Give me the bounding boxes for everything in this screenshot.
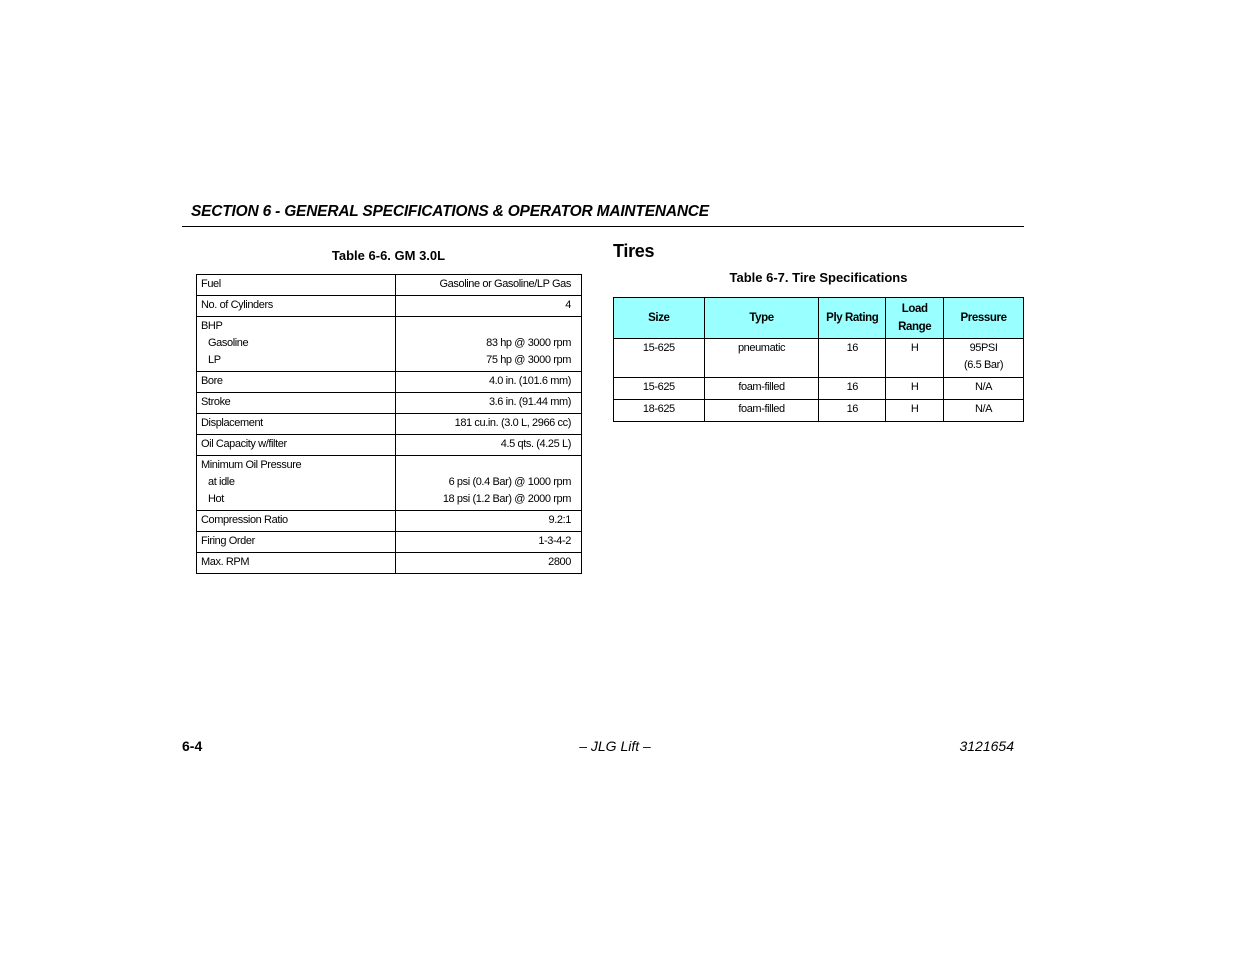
engine-label-cell <box>197 435 396 456</box>
engine-label: Minimum Oil Pressure <box>201 459 302 471</box>
engine-sublabel: at idle <box>208 476 235 488</box>
engine-value: 3.6 in. (91.44 mm) <box>488 396 571 408</box>
tire-load-cell: H <box>886 339 944 378</box>
engine-row <box>197 456 582 511</box>
engine-sublabel: Hot <box>208 493 224 505</box>
tires-heading: Tires <box>613 241 655 261</box>
tire-size-cell: 18-625 <box>614 400 705 422</box>
engine-label: Stroke <box>201 396 231 408</box>
tire-row <box>614 339 1024 378</box>
tire-row <box>614 378 1024 400</box>
tire-pressure-cell <box>944 339 1024 378</box>
engine-value-cell <box>396 393 582 414</box>
engine-label: Compression Ratio <box>201 514 288 526</box>
engine-value-cell <box>396 553 582 574</box>
engine-label-cell <box>197 456 396 511</box>
engine-value: 2800 <box>548 556 571 568</box>
engine-row <box>197 435 582 456</box>
tire-pressure-cell <box>944 378 1024 400</box>
tire-type-cell: foam-filled <box>704 400 819 422</box>
engine-row <box>197 372 582 393</box>
engine-value: 83 hp @ 3000 rpm <box>486 337 571 349</box>
engine-row <box>197 414 582 435</box>
engine-value: 4 <box>565 299 571 311</box>
tire-header-text: Ply Rating <box>826 312 879 324</box>
engine-sublabel: Gasoline <box>208 337 249 349</box>
engine-value: 181 cu.in. (3.0 L, 2966 cc) <box>454 417 571 429</box>
tire-pressure-value: N/A <box>974 381 993 393</box>
engine-value: 75 hp @ 3000 rpm <box>486 354 571 366</box>
engine-label-cell <box>197 393 396 414</box>
tire-ply-cell: 16 <box>819 378 886 400</box>
engine-label: No. of Cylinders <box>201 299 273 311</box>
engine-value-cell <box>396 296 582 317</box>
engine-value: 4.0 in. (101.6 mm) <box>488 375 571 387</box>
engine-sublabel: LP <box>208 354 221 366</box>
engine-label: Displacement <box>201 417 263 429</box>
tire-type-cell: pneumatic <box>704 339 819 378</box>
engine-value-cell <box>396 317 582 372</box>
engine-value-cell <box>396 511 582 532</box>
engine-value: 6 psi (0.4 Bar) @ 1000 rpm <box>448 476 571 488</box>
publisher-footer: – JLG Lift – <box>579 738 651 754</box>
engine-value: Gasoline or Gasoline/LP Gas <box>439 278 571 290</box>
tire-column-header <box>704 298 819 339</box>
engine-row <box>197 296 582 317</box>
tire-header-text: Load <box>901 303 928 315</box>
engine-label-cell <box>197 296 396 317</box>
tire-column-header <box>614 298 705 339</box>
engine-label-cell <box>197 553 396 574</box>
tire-header-text: Pressure <box>960 312 1007 324</box>
tire-row <box>614 400 1024 422</box>
engine-row <box>197 275 582 296</box>
section-title: SECTION 6 - GENERAL SPECIFICATIONS & OPERATOR MAINTENANCE <box>191 203 709 220</box>
engine-row <box>197 511 582 532</box>
tire-header-text: Type <box>749 312 774 324</box>
engine-label-cell <box>197 414 396 435</box>
engine-value-cell <box>396 532 582 553</box>
tire-load-cell: H <box>886 400 944 422</box>
engine-label-cell <box>197 275 396 296</box>
tire-column-header <box>886 298 944 339</box>
engine-label-cell <box>197 532 396 553</box>
document-number: 3121654 <box>959 738 1014 754</box>
tire-column-header <box>944 298 1024 339</box>
engine-row <box>197 553 582 574</box>
engine-value-cell <box>396 435 582 456</box>
engine-label: Bore <box>201 375 223 387</box>
tire-table-caption: Table 6-7. Tire Specifications <box>729 270 908 285</box>
engine-label: Oil Capacity w/filter <box>201 438 287 450</box>
engine-row <box>197 393 582 414</box>
engine-label: Firing Order <box>201 535 255 547</box>
engine-value: 9.2:1 <box>548 514 571 526</box>
engine-value: 1-3-4-2 <box>538 535 571 547</box>
tire-pressure-value: 95PSI <box>969 342 998 354</box>
section-header <box>182 200 1024 227</box>
engine-label-cell <box>197 372 396 393</box>
tire-ply-cell: 16 <box>819 400 886 422</box>
engine-value-cell <box>396 456 582 511</box>
engine-label: BHP <box>201 320 223 332</box>
tire-type-cell: foam-filled <box>704 378 819 400</box>
engine-value-spacer <box>400 318 571 335</box>
engine-value-cell <box>396 372 582 393</box>
engine-label-cell <box>197 511 396 532</box>
tire-header-text: Range <box>898 321 932 333</box>
engine-row <box>197 317 582 372</box>
engine-label: Fuel <box>201 278 221 290</box>
engine-label: Max. RPM <box>201 556 250 568</box>
engine-value-spacer <box>400 457 571 474</box>
engine-row <box>197 532 582 553</box>
tire-pressure-value: (6.5 Bar) <box>963 359 1004 371</box>
engine-value: 18 psi (1.2 Bar) @ 2000 rpm <box>442 493 571 505</box>
engine-value: 4.5 qts. (4.25 L) <box>500 438 571 450</box>
tire-header-row <box>614 298 1024 339</box>
engine-value-cell <box>396 414 582 435</box>
engine-value-cell <box>396 275 582 296</box>
page-number: 6-4 <box>182 738 203 754</box>
tire-pressure-cell <box>944 400 1024 422</box>
tire-column-header <box>819 298 886 339</box>
tire-spec-table <box>613 297 1024 422</box>
tire-pressure-value: N/A <box>974 403 993 415</box>
tire-load-cell: H <box>886 378 944 400</box>
engine-table-caption: Table 6-6. GM 3.0L <box>331 248 446 263</box>
tire-header-text: Size <box>648 312 670 324</box>
tire-ply-cell: 16 <box>819 339 886 378</box>
tire-size-cell: 15-625 <box>614 339 705 378</box>
engine-label-cell <box>197 317 396 372</box>
engine-spec-table <box>196 274 582 574</box>
tire-size-cell: 15-625 <box>614 378 705 400</box>
